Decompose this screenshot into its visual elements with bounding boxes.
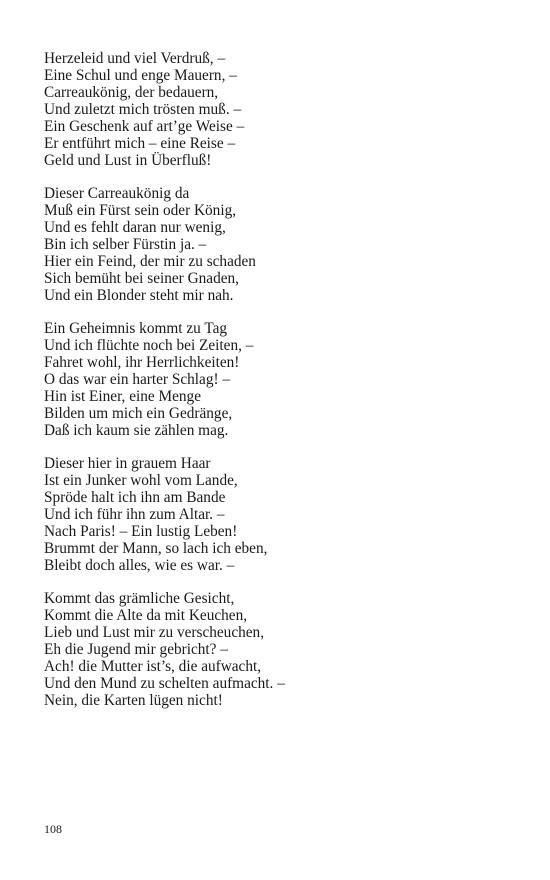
poem-line: Und den Mund zu schelten aufmacht. – (44, 675, 285, 692)
poem-line: Hier ein Feind, der mir zu schaden (44, 253, 256, 270)
poem-line: Und zuletzt mich trösten muß. – (44, 101, 242, 118)
poem-line: Dieser Carreaukönig da (44, 185, 190, 202)
poem-line: Kommt die Alte da mit Keuchen, (44, 607, 248, 624)
poem-line: Geld und Lust in Überfluß! (44, 152, 212, 169)
stanza-3 (44, 320, 514, 439)
stanza-4 (44, 455, 514, 574)
poem-line: Muß ein Fürst sein oder König, (44, 202, 237, 219)
poem-line: Er entführt mich – eine Reise – (44, 135, 236, 152)
poem-line: Bilden um mich ein Gedränge, (44, 405, 233, 422)
poem-line: Bin ich selber Fürstin ja. – (44, 236, 207, 253)
poem-line: Hin ist Einer, eine Menge (44, 388, 201, 405)
poem-line: O das war ein harter Schlag! – (44, 371, 231, 388)
poem-line: Dieser hier in grauem Haar (44, 455, 211, 472)
poem-line: Ach! die Mutter ist’s, die aufwacht, (44, 658, 262, 675)
poem-line: Ist ein Junker wohl vom Lande, (44, 472, 238, 489)
poem-line: Ein Geschenk auf art’ge Weise – (44, 118, 245, 135)
poem-line: Bleibt doch alles, wie es war. – (44, 557, 235, 574)
poem-line: Lieb und Lust mir zu verscheuchen, (44, 624, 265, 641)
poem-line: Sich bemüht bei seiner Gnaden, (44, 270, 239, 287)
poem-line: Und ein Blonder steht mir nah. (44, 287, 234, 304)
poem-line: Kommt das grämliche Gesicht, (44, 590, 235, 607)
poem-line: Nein, die Karten lügen nicht! (44, 692, 223, 709)
poem-line: Fahret wohl, ihr Herrlichkeiten! (44, 354, 240, 371)
poem-line: Eine Schul und enge Mauern, – (44, 67, 237, 84)
poem-line: Und ich führ ihn zum Altar. – (44, 506, 225, 523)
page-number: 108 (44, 822, 62, 836)
stanza-1 (44, 50, 514, 169)
poem-line: Daß ich kaum sie zählen mag. (44, 422, 229, 439)
poem-line: Nach Paris! – Ein lustig Leben! (44, 523, 238, 540)
poem-body (44, 50, 514, 725)
stanza-2 (44, 185, 514, 304)
poem-line: Carreaukönig, der bedauern, (44, 84, 219, 101)
poem-line: Herzeleid und viel Verdruß, – (44, 50, 226, 67)
poem-line: Und ich flüchte noch bei Zeiten, – (44, 337, 254, 354)
poem-line: Eh die Jugend mir gebricht? – (44, 641, 228, 658)
poem-line: Brummt der Mann, so lach ich eben, (44, 540, 268, 557)
stanza-5 (44, 590, 514, 709)
poem-line: Und es fehlt daran nur wenig, (44, 219, 226, 236)
poem-line: Spröde halt ich ihn am Bande (44, 489, 226, 506)
poem-line: Ein Geheimnis kommt zu Tag (44, 320, 228, 337)
